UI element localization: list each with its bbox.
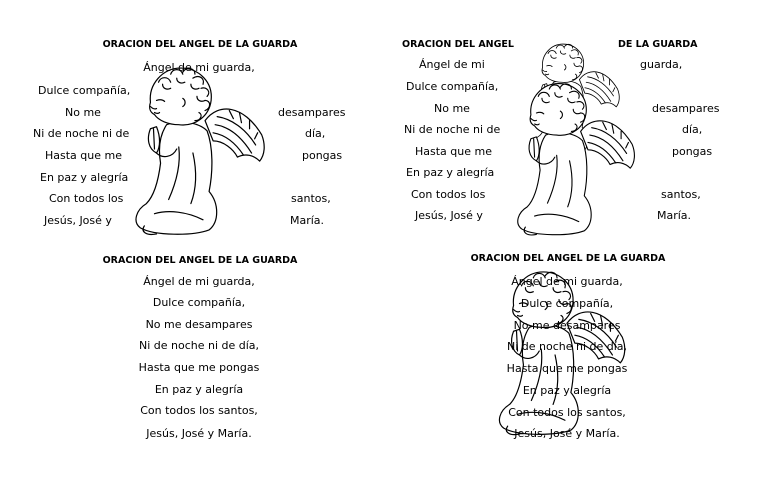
prayer-line: guarda, xyxy=(640,58,683,71)
prayer-line: Hasta que me pongas xyxy=(506,362,628,375)
prayer-line: No me xyxy=(434,102,470,115)
prayer-line: Jesús, José y María. xyxy=(146,427,252,440)
prayer-line: Con todos los xyxy=(411,188,486,201)
prayer-line: En paz y alegría xyxy=(40,171,129,184)
prayer-line: Dulce compañía, xyxy=(152,296,246,309)
prayer-line: Jesús, José y María. xyxy=(514,427,620,440)
prayer-line: María. xyxy=(290,214,325,227)
prayer-line: desampares xyxy=(652,102,720,115)
prayer-line: Ni de noche ni de día, xyxy=(506,340,628,353)
prayer-line: Ángel de mi xyxy=(419,58,485,71)
prayer-title: ORACION DEL ANGEL DE LA GUARDA xyxy=(102,39,298,50)
prayer-line: Ni de noche ni de día, xyxy=(138,339,260,352)
prayer-line: En paz y alegría xyxy=(522,384,612,397)
prayer-title: ORACION DEL ANGEL DE LA GUARDA xyxy=(102,255,298,266)
prayer-line: día, xyxy=(682,123,703,136)
prayer-line: En paz y alegría xyxy=(406,166,495,179)
prayer-line: No me xyxy=(65,106,101,119)
prayer-line: Jesús, José y xyxy=(44,214,112,227)
prayer-line: Con todos los santos, xyxy=(140,404,258,417)
prayer-line: Ángel de mi guarda, xyxy=(511,275,623,288)
prayer-line: día, xyxy=(305,127,326,140)
prayer-line: Con todos los xyxy=(49,192,124,205)
prayer-line: No me desampares xyxy=(513,319,621,332)
prayer-line: Jesús, José y xyxy=(415,209,483,222)
prayer-title: ORACION DEL ANGEL DE LA GUARDA xyxy=(470,253,666,264)
prayer-line: Dulce compañía, xyxy=(406,80,499,93)
prayer-line: Hasta que me pongas xyxy=(138,361,260,374)
prayer-line: pongas xyxy=(672,145,713,158)
prayer-line: Hasta que me xyxy=(415,145,492,158)
prayer-line: No me desampares xyxy=(145,318,253,331)
prayer-line: Ángel de mi guarda, xyxy=(143,61,255,74)
prayer-line: Con todos los santos, xyxy=(508,406,626,419)
prayer-line: Ni de noche ni de xyxy=(33,127,130,140)
prayer-line: María. xyxy=(657,209,692,222)
prayer-line: pongas xyxy=(302,149,343,162)
prayer-title: ORACION DEL ANGEL xyxy=(402,39,514,50)
prayer-line: santos, xyxy=(291,192,331,205)
prayer-line: Hasta que me xyxy=(45,149,122,162)
praying-angel-illustration xyxy=(508,78,644,240)
prayer-title-continued: DE LA GUARDA xyxy=(618,39,698,50)
praying-angel-illustration xyxy=(130,62,270,240)
prayer-line: En paz y alegría xyxy=(154,383,244,396)
prayer-line: Ángel de mi guarda, xyxy=(143,275,255,288)
prayer-line: santos, xyxy=(661,188,701,201)
prayer-line: Ni de noche ni de xyxy=(404,123,501,136)
prayer-line: Dulce compañía, xyxy=(520,297,614,310)
prayer-line: Dulce compañía, xyxy=(38,84,131,97)
prayer-line: desampares xyxy=(278,106,346,119)
